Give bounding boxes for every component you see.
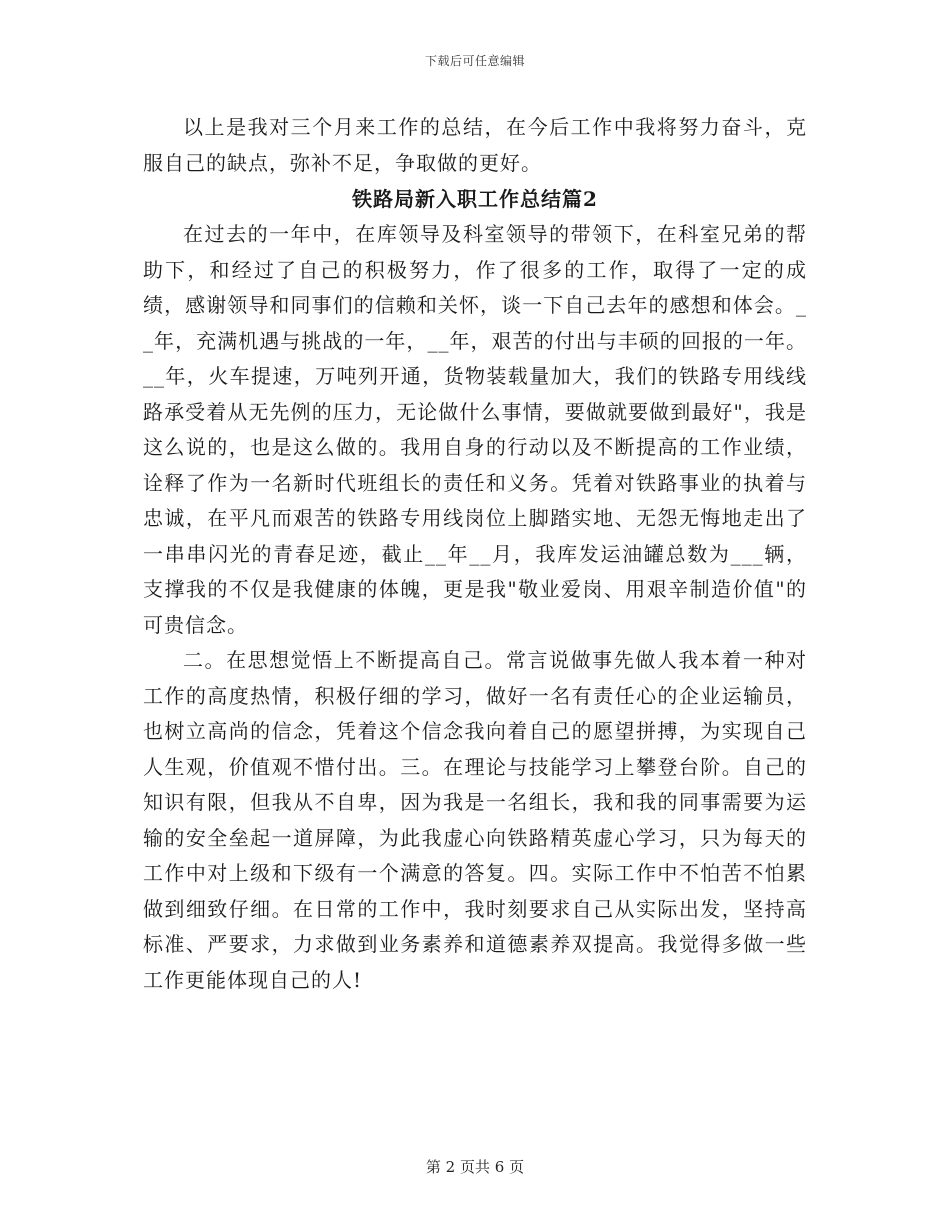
paragraph-2: 二。在思想觉悟上不断提高自己。常言说做事先做人我本着一种对工作的高度热情，积极仔细的学习，做好一名有责任心的企业运输员，也树立高尚的信念，凭着这个信念我向着自己的愿望拼搏，为实现自己人生观，价值观不惜付出。三。在理论与技能学习上攀登台阶。自己的知识有限，但我从不自卑，因为我是一名组长，我和我的同事需要为运输的安全垒起一道屏障，为此我虚心向铁路精英虚心学习，只为每天的工作中对上级和下级有一个满意的答复。四。实际工作中不怕苦不怕累做到细致仔细。在日常的工作中，我时刻要求自己从实际出发，坚持高标准、严要求，力求做到业务素养和道德素养双提高。我觉得多做一些工作更能体现自己的人! bbox=[143, 648, 807, 992]
paragraph-intro: 以上是我对三个月来工作的总结，在今后工作中我将努力奋斗，克服自己的缺点，弥补不足，争取做的更好。 bbox=[143, 115, 807, 175]
section-title: 铁路局新入职工作总结篇2 bbox=[352, 187, 598, 211]
page-number: 第 2 页共 6 页 bbox=[425, 1158, 525, 1176]
header-note: 下载后可任意编辑 bbox=[424, 54, 525, 68]
paragraph-1: 在过去的一年中，在库领导及科室领导的带领下，在科室兄弟的帮助下，和经过了自己的积极努力，作了很多的工作，取得了一定的成绩，感谢领导和同事们的信赖和关怀，谈一下自己去年的感想和体会。__年，充满机遇与挑战的一年，__年，艰苦的付出与丰硕的回报的一年。__年，火车提速，万吨列开通，货物装载量加大，我们的铁路专用线线路承受着从无先例的压力，无论做什么事情，要做就要做到最好"，我是这么说的，也是这么做的。我用自身的行动以及不断提高的工作业绩，诠释了作为一名新时代班组长的责任和义务。凭着对铁路事业的执着与忠诚，在平凡而艰苦的铁路专用线岗位上脚踏实地、无怨无悔地走出了一串串闪光的青春足迹，截止__年__月，我库发运油罐总数为___辆，支撑我的不仅是我健康的体魄，更是我"敬业爱岗、用艰辛制造价值"的可贵信念。 bbox=[143, 222, 807, 637]
document-body bbox=[143, 110, 807, 998]
